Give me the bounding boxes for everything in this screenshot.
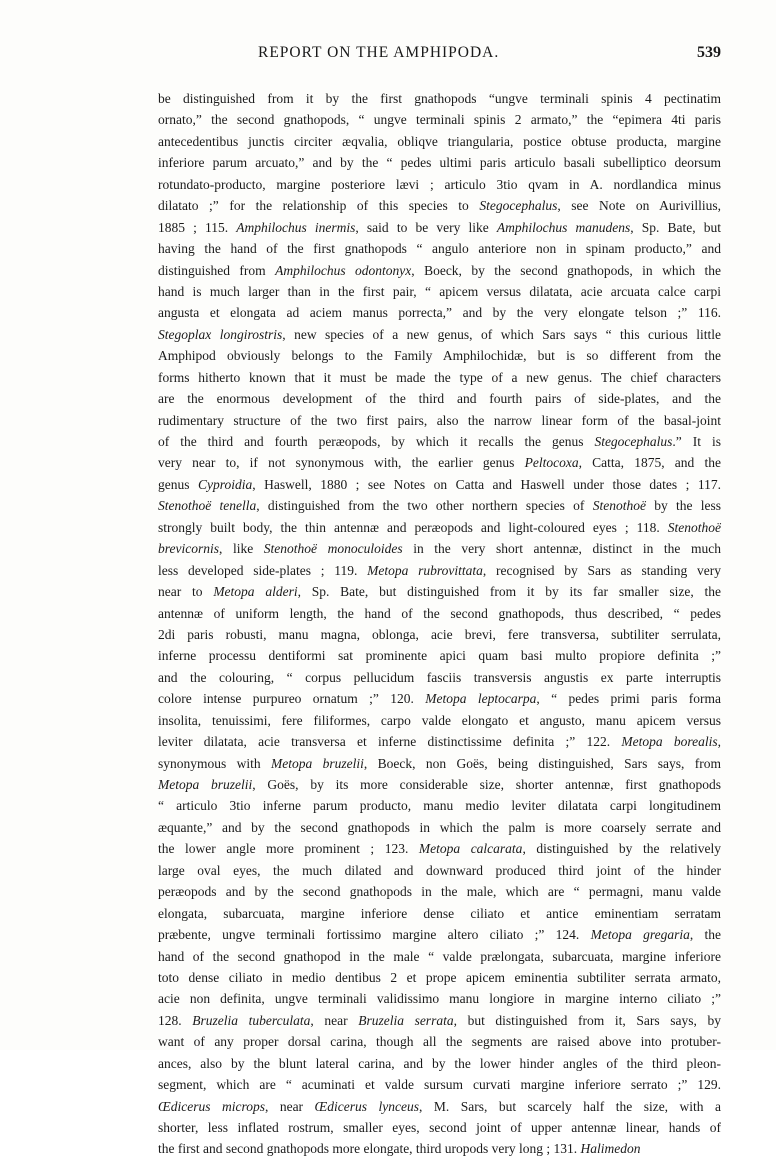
text-line: brevicornis, like Stenothoë monoculoides in the very short antennæ, distinct in the much xyxy=(158,541,721,557)
text-line: Stegoplax longirostris, new species of a new genus, of which Sars says “ this curious little xyxy=(158,326,721,342)
text-line: antennæ of uniform length, the hand of the second gnathopods, thus described, “ pedes xyxy=(158,605,721,621)
text-line: hand of the second gnathopod in the male “ valde prælongata, subarcuata, margine inferiore xyxy=(158,948,721,964)
text-line: 2di paris robusti, manu magna, oblonga, acie brevi, fere transversa, subtiliter serrulata, xyxy=(158,626,721,642)
text-line: Metopa bruzelii, Goës, by its more considerable size, shorter antennæ, first gnathopods xyxy=(158,777,721,792)
text-line: acie non definita, ungve terminali validissimo manu longiore in margine interno ciliato ;” xyxy=(158,991,721,1007)
text-line: distinguished from Amphilochus odontonyx, Boeck, by the second gnathopods, in which the xyxy=(158,262,721,278)
text-line: elongata, subarcuata, margine inferiore dense ciliato et antice eminentiam serratam xyxy=(158,905,721,921)
text-line: and the colouring, “ corpus pellucidum fasciis transversis angustis ex parte interruptis xyxy=(158,669,721,685)
text-line: æquante,” and by the second gnathopods in which the palm is more coarsely serrate and xyxy=(158,819,721,835)
text-line: hand is much larger than in the first pair, “ apicem versus dilatata, acie arcuata calce carpi xyxy=(158,283,721,299)
text-line: of the third and fourth peræopods, by which it recalls the genus Stegocephalus.” It is xyxy=(158,434,721,449)
text-line: “ articulo 3tio inferne parum producto, manu medio leviter dilatata carpi longitudinem xyxy=(158,798,721,814)
text-line: inferne processu dentiformi sat prominente apici quam basi multo propiore definita ;” xyxy=(158,648,721,664)
running-head xyxy=(158,44,721,68)
text-line: large oval eyes, the much dilated and downward produced third joint of the hinder xyxy=(158,862,721,878)
text-line: ornato,” the second gnathopods, “ ungve terminali spinis 2 armato,” the “epimera 4ti paris xyxy=(158,112,721,128)
text-line: want of any proper dorsal carina, though all the segments are raised above into protuber- xyxy=(158,1034,721,1050)
text-line: toto dense ciliato in medio dentibus 2 et prope apicem eminentia subtiliter serrata armato, xyxy=(158,969,721,985)
text-line: synonymous with Metopa bruzelii, Boeck, non Goës, being distinguished, Sars says, from xyxy=(158,755,721,771)
text-line: leviter dilatata, acie transversa et inferne distinctissime definita ;” 122. Metopa borealis, xyxy=(158,734,721,750)
text-line: strongly built body, the thin antennæ and peræopods and light-coloured eyes ; 118. Stenothoë xyxy=(158,519,721,535)
text-line: insolita, tenuissimi, fere filiformes, carpo valde elongato et angusto, manu apicem versus xyxy=(158,712,721,728)
text-line: be distinguished from it by the first gnathopods “ungve terminali spinis 4 pectinatim xyxy=(158,91,721,106)
text-line: the first and second gnathopods more elongate, third uropods very long ; 131. Halimedon xyxy=(158,1141,641,1157)
text-line: præbente, ungve terminali fortissimo margine altero ciliato ;” 124. Metopa gregaria, the xyxy=(158,927,721,943)
text-line: are the enormous development of the third and fourth pairs of side-plates, and the xyxy=(158,391,721,407)
text-line: rotundato-producto, margine posteriore lævi ; articulo 3tio qvam in A. nordlandica minus xyxy=(158,176,721,192)
text-line: very near to, if not synonymous with, the earlier genus Peltocoxa, Catta, 1875, and the xyxy=(158,455,721,471)
text-line: angusta et elongata ad aciem manus porrecta,” and by the very elongate telson ;” 116. xyxy=(158,305,721,321)
text-line: shorter, less inflated rostrum, smaller eyes, second joint of upper antennæ linear, hands of xyxy=(158,1120,721,1135)
text-line: Stenothoë tenella, distinguished from the two other northern species of Stenothoë by the less xyxy=(158,498,721,514)
text-line: ances, also by the blunt lateral carina, and by the lower hinder angles of the third pleon- xyxy=(158,1055,721,1071)
text-line: segment, which are “ acuminati et valde sursum curvati margine inferiore serrato ;” 129. xyxy=(158,1077,721,1093)
text-line: forms hitherto known that it must be made the type of a new genus. The chief characters xyxy=(158,369,721,385)
text-line: the lower angle more prominent ; 123. Metopa calcarata, distinguished by the relatively xyxy=(158,841,721,857)
body-text xyxy=(158,88,721,1160)
text-line: near to Metopa alderi, Sp. Bate, but distinguished from it by its far smaller size, the xyxy=(158,584,721,600)
text-line: rudimentary structure of the two first pairs, also the narrow linear form of the basal-joint xyxy=(158,412,721,428)
text-line: antecedentibus junctis circiter æqvalia, obliqve triangularia, postice obtuse producta, margine xyxy=(158,133,721,149)
running-title: REPORT ON THE AMPHIPODA. xyxy=(258,44,500,61)
text-line: genus Cyproidia, Haswell, 1880 ; see Notes on Catta and Haswell under those dates ; 117. xyxy=(158,476,721,492)
text-line: less developed side-plates ; 119. Metopa rubrovittata, recognised by Sars as standing very xyxy=(158,562,721,578)
text-line: dilatato ;” for the relationship of this species to Stegocephalus, see Note on Aurivillius, xyxy=(158,198,721,214)
text-line: peræopods and by the second gnathopods in the male, which are “ permagni, manu valde xyxy=(158,884,721,900)
text-line: Amphipod obviously belongs to the Family Amphilochidæ, but is so different from the xyxy=(158,348,721,364)
text-line: inferiore parum arcuato,” and by the “ pedes ultimi paris articulo basali subelliptico deorsum xyxy=(158,155,721,171)
text-line: 1885 ; 115. Amphilochus inermis, said to be very like Amphilochus manudens, Sp. Bate, but xyxy=(158,219,721,235)
text-line: having the hand of the first gnathopods “ angulo anteriore non in spinam producto,” and xyxy=(158,241,721,257)
text-line: colore intense purpureo ornatum ;” 120. Metopa leptocarpa, “ pedes primi paris forma xyxy=(158,691,721,707)
text-line: 128. Bruzelia tuberculata, near Bruzelia serrata, but distinguished from it, Sars says, by xyxy=(158,1012,722,1028)
text-line: Œdicerus microps, near Œdicerus lynceus, M. Sars, but scarcely half the size, with a xyxy=(158,1098,722,1114)
page-number: 539 xyxy=(697,44,721,61)
